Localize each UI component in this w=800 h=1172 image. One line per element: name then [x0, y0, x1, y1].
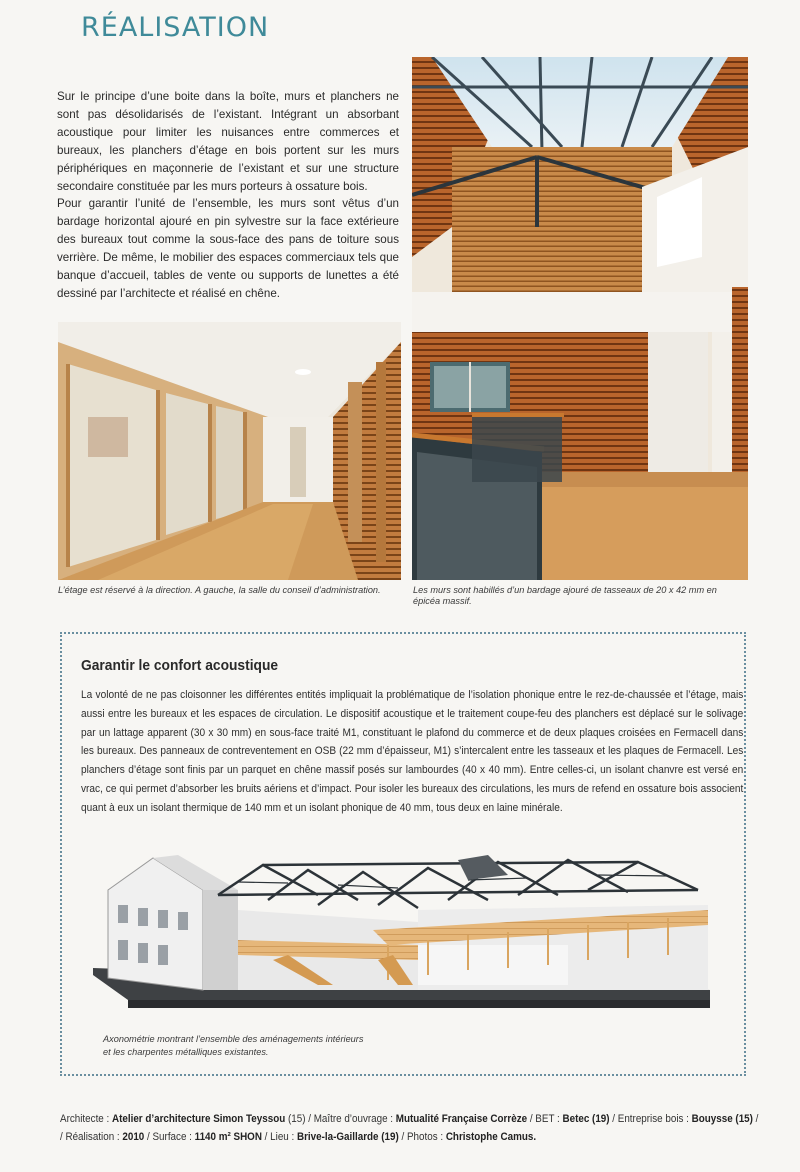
- caption-atrium: Les murs sont habillés d’un bardage ajouré de tasseaux de 20 x 42 mm en épicéa massif.: [413, 585, 717, 606]
- credit-architect-label: Architecte :: [60, 1113, 110, 1125]
- photo-corridor: [58, 322, 401, 580]
- credit-architect: Atelier d’architecture Simon Teyssou: [111, 1113, 286, 1125]
- credit-architect-dept: (15): [287, 1113, 306, 1125]
- acoustic-box-text: La volonté de ne pas cloisonner les différentes entités impliquait la problématique de l’isolation phonique entre le rez-de-chaussée et l’étage, mais aussi entre les bureaux et les espaces de circulation. Le dispositif acoustique et le traitement coupe-feu des planchers est déplacé sur le solivage par un lattage apparent (30 x 30 mm) en sous-face traité M1, constituant le plafond du commerce et de deux plaques croisées en Fermacell dans les bureaux. Des panneaux de contreventement en OSB (22 mm d’épaisseur, M1) s’intercalent entre les tasseaux et les plaques de Fermacell. Les planchers d’étage sont finis par un parquet en chêne massif posés sur lambourdes (40 x 40 mm). Entre celles-ci, un isolant chanvre est versé en vrac, ce qui permet d’absorber les bruits aériens et d’impact. Pour isoler les bureaux des circulations, les murs de refend en ossature bois associent quant à eux un isolant thermique de 140 mm et un isolant phonique de 40 mm, tous deux en laine minérale.: [81, 689, 744, 814]
- credit-bet: Betec (19): [562, 1113, 610, 1125]
- credit-year-label: / Réalisation :: [60, 1131, 120, 1143]
- intro-paragraph-1: Sur le principe d’une boite dans la boîte, murs et planchers ne sont pas désolidarisés de l’existant. Intégrant un absorbant acoustique pour limiter les nuisances entre commerces et bureaux, les planchers d’étage en bois portent sur les murs périphériques en maçonnerie de l’existant et sur une structure secondaire constituée par les murs porteurs à ossature bois.: [57, 90, 399, 193]
- intro-text: [57, 88, 399, 303]
- page-title: RÉALISATION: [81, 12, 270, 43]
- credit-surface: 1140 m² SHON: [194, 1131, 262, 1143]
- axonometric-drawing: [88, 850, 718, 1030]
- credit-wood-label: / Entreprise bois :: [612, 1113, 689, 1125]
- credit-photos: Christophe Camus.: [445, 1131, 537, 1143]
- axonometric-caption-line-2: et les charpentes métalliques existantes.: [103, 1047, 269, 1057]
- credit-owner-label: / Maître d’ouvrage :: [308, 1113, 394, 1125]
- acoustic-box-title: Garantir le confort acoustique: [81, 657, 279, 674]
- credit-year: 2010: [122, 1131, 145, 1143]
- credit-wood: Bouysse (15): [691, 1113, 753, 1125]
- credit-place: Brive-la-Gaillarde (19): [296, 1131, 399, 1143]
- credit-owner: Mutualité Française Corrèze: [395, 1113, 528, 1125]
- credit-bet-label: / BET :: [529, 1113, 560, 1125]
- caption-corridor: L’étage est réservé à la direction. A gauche, la salle du conseil d’administration.: [58, 585, 381, 595]
- axonometric-caption: [103, 1033, 403, 1059]
- credits: Architecte : Atelier d’architecture Simon Teyssou (15) / Maître d’ouvrage : Mutualité Française Corrèze / BET : Betec (19) / Entreprise bois : Bouysse (15) / / Réalisation : 2010 / Surface : 1140 m² SHON / Lieu : Brive-la-Gaillarde (19) / Photos : Christophe Camus.: [60, 1113, 759, 1143]
- photo-atrium: [412, 57, 748, 580]
- credit-place-label: / Lieu :: [264, 1131, 295, 1143]
- credit-surface-label: / Surface :: [147, 1131, 192, 1143]
- intro-paragraph-2: Pour garantir l’unité de l’ensemble, les murs sont vêtus d’un bardage horizontal ajouré en pin sylvestre sur la face extérieure des bureaux tout comme la sous-face des pans de toiture sous verrière. De même, le mobilier des espaces commerciaux tels que banque d’accueil, tables de vente ou supports de lunettes a été dessiné par l’architecte et réalisé en chêne.: [57, 197, 399, 300]
- credit-photos-label: / Photos :: [401, 1131, 444, 1143]
- axonometric-caption-line-1: Axonométrie montrant l’ensemble des aménagements intérieurs: [103, 1034, 364, 1044]
